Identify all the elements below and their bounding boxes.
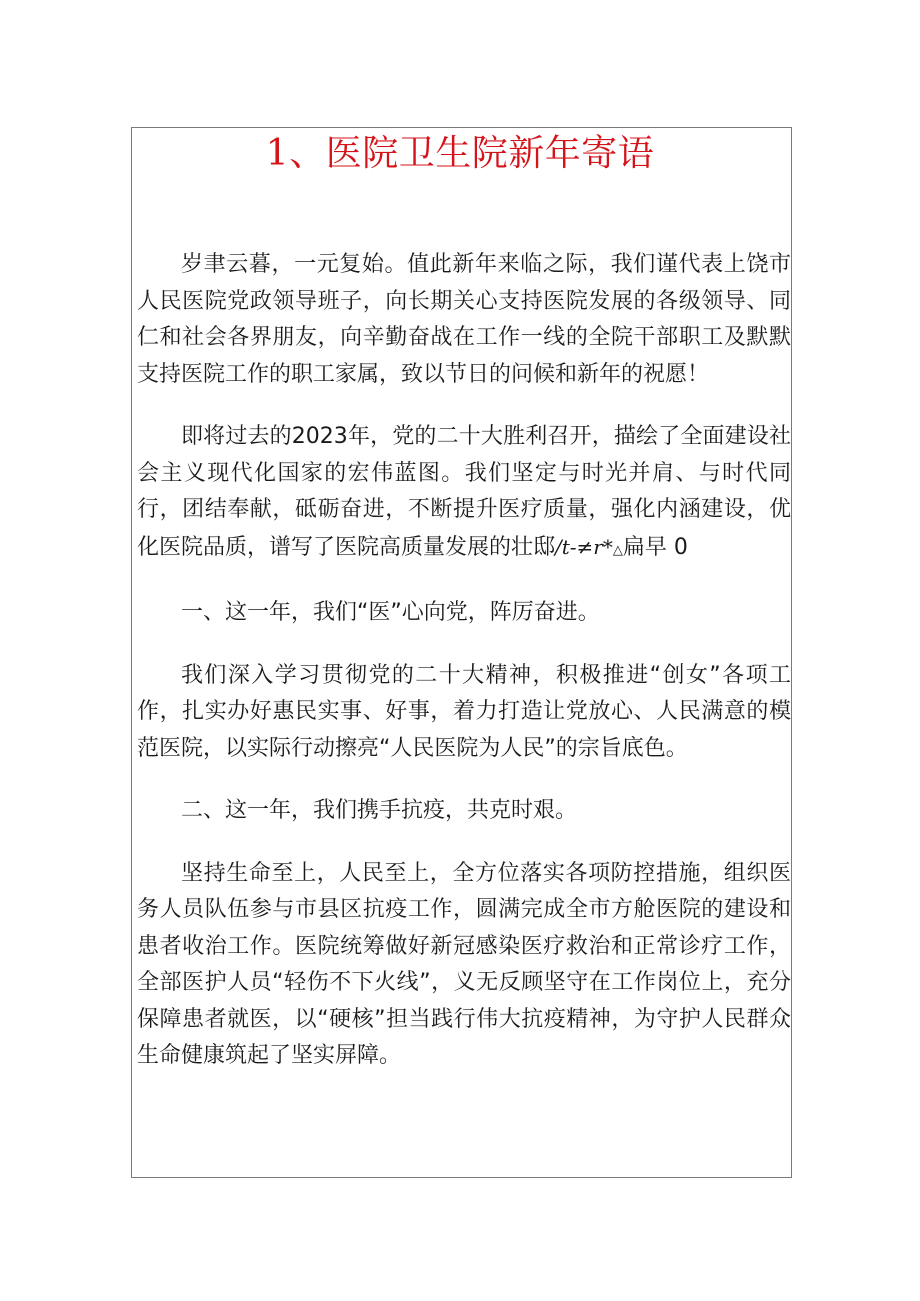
section-heading-two: 二、这一年，我们携手抗疫，共克时艰。 — [181, 798, 578, 823]
paragraph-party: 我们深入学习贯彻党的二十大精神，积极推进“创女”各项工作，扎实办好惠民实事、好事，着力打造让党放心、人民满意的模范医院，以实际行动擦亮“人民医院为人民”的宗旨底色。 — [137, 662, 791, 761]
document-body — [137, 247, 791, 1075]
garbled-small: △ — [612, 542, 623, 558]
garbled-fragment: /t-≠r* — [555, 534, 613, 559]
document-title: 1、医院卫生院新年寄语 — [265, 133, 655, 174]
paragraph-epidemic: 坚持生命至上，人民至上，全方位落实各项防控措施，组织医务人员队伍参与市县区抗疫工作，圆满完成全市方舱医院的建设和患者收治工作。医院统筹做好新冠感染医疗救治和正常诊疗工作，全部医护人员“轻伤不下火线”，义无反顾坚守在工作岗位上，充分保障患者就医，以“硬核”担当践行伟大抗疫精神，为守护人民群众生命健康筑起了坚实屏障。 — [137, 860, 791, 1068]
garbled-tail: 扁早 0 — [622, 534, 688, 560]
paragraph-review — [137, 419, 791, 569]
paragraph-review-text: 即将过去的2023年，党的二十大胜利召开，描绘了全面建设社会主义现代化国家的宏伟蓝图。我们坚定与时光并肩、与时代同行，团结奉献，砥砺奋进，不断提升医疗质量，强化内涵建设，优化医院品质，谱写了医院高质量发展的壮邸 — [137, 424, 791, 560]
paragraph-greeting: 岁聿云暮，一元复始。值此新年来临之际，我们谨代表上饶市人民医院党政领导班子，向长期关心支持医院发展的各级领导、同仁和社会各界朋友，向辛勤奋战在工作一线的全院干部职工及默默支持医院工作的职工家属，致以节日的问候和新年的祝愿！ — [137, 252, 791, 387]
section-heading-one: 一、这一年，我们“医”心向党，阵厉奋进。 — [181, 600, 600, 625]
